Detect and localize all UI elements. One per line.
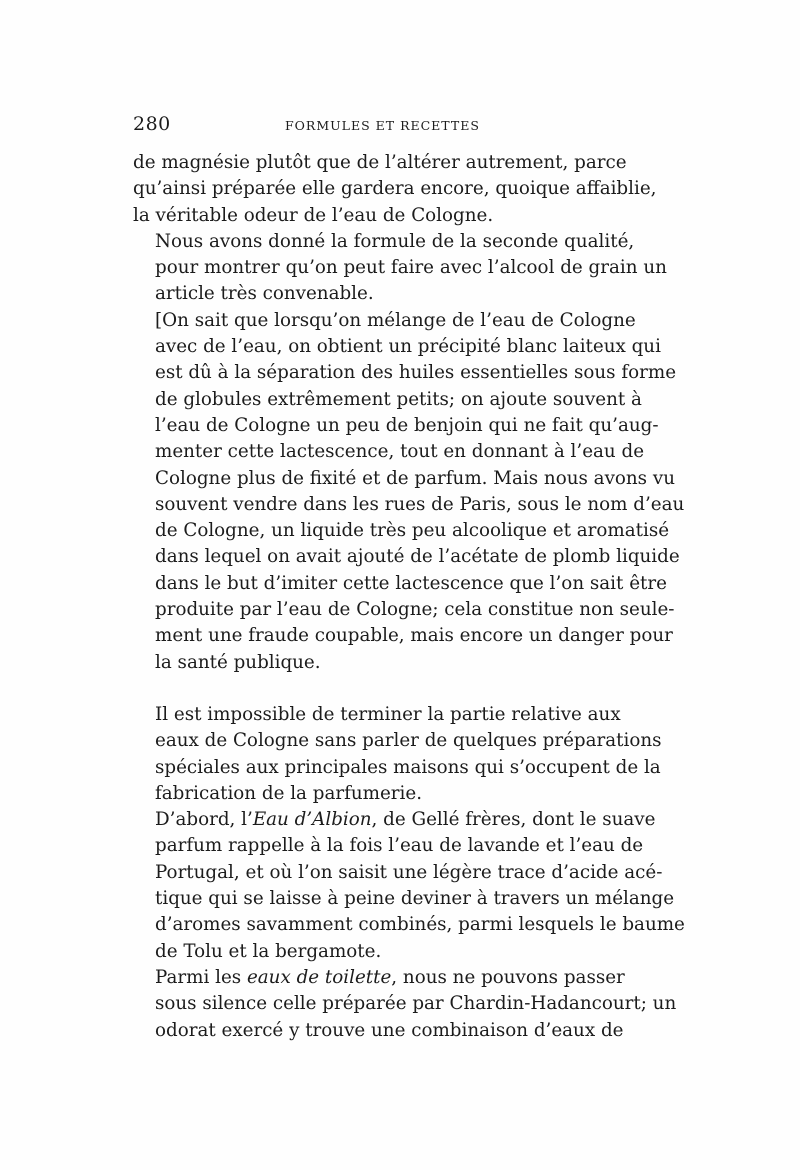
- text-line: sous silence celle préparée par Chardin-Hadancourt; un: [155, 993, 677, 1015]
- text-line: dans lequel on avait ajouté de l’acétate de plomb liquide: [155, 546, 680, 568]
- text-line: Il est impossible de terminer la partie relative aux: [155, 703, 621, 725]
- paragraph-1: [133, 150, 657, 229]
- text-line: produite par l’eau de Cologne; cela constitue non seule-: [155, 599, 675, 621]
- running-head: FORMULES ET RECETTES: [285, 118, 480, 133]
- text-line: la santé publique.: [155, 651, 321, 673]
- paragraph-3: [133, 308, 685, 676]
- text-line: menter cette lactescence, tout en donnant à l’eau de: [155, 441, 645, 463]
- text-line: parfum rappelle à la fois l’eau de lavande et l’eau de: [155, 835, 644, 857]
- text-line: de magnésie plutôt que de l’altérer autrement, parce: [133, 152, 627, 173]
- text-line: [133, 965, 650, 991]
- text-line: fabrication de la parfumerie.: [155, 782, 423, 804]
- text-line: d’aromes savamment combinés, parmi lesquels le baume: [155, 914, 685, 936]
- text-line: ment une fraude coupable, mais encore un danger pour: [155, 625, 673, 647]
- text-line: de globules extrêmement petits; on ajoute souvent à: [155, 388, 642, 410]
- italic-product-name: Eau d’Albion: [252, 809, 372, 831]
- text-line: dans le but d’imiter cette lactescence que l’on sait être: [155, 572, 667, 594]
- text-line: tique qui se laisse à peine deviner à travers un mélange: [155, 888, 675, 910]
- text-line: l’eau de Cologne un peu de benjoin qui ne fait qu’aug-: [155, 414, 659, 436]
- text-run: , de Gellé frères, dont le suave: [371, 809, 656, 831]
- text-line: la véritable odeur de l’eau de Cologne.: [133, 204, 494, 226]
- text-line: de Cologne, un liquide très peu alcoolique et aromatisé: [155, 520, 670, 542]
- body-text: [133, 150, 685, 1044]
- text-run: , nous ne pouvons passer: [391, 966, 625, 988]
- text-line: odorat exercé y trouve une combinaison d’eaux de: [155, 1019, 624, 1041]
- text-line: article très convenable.: [155, 283, 374, 305]
- text-line: Portugal, et où l’on saisit une légère trace d’acide acé-: [155, 861, 663, 883]
- text-run: Parmi les: [155, 966, 247, 988]
- italic-term: eaux de toilette: [246, 966, 392, 988]
- text-line: spéciales aux principales maisons qui s’occupent de la: [155, 756, 661, 778]
- text-line: Nous avons donné la formule de la seconde qualité,: [155, 230, 635, 252]
- text-line: qu’ainsi préparée elle gardera encore, quoique affaiblie,: [133, 178, 657, 200]
- text-line: Cologne plus de fixité et de parfum. Mais nous avons vu: [155, 467, 675, 489]
- paragraph-5: [133, 807, 685, 965]
- text-line: avec de l’eau, on obtient un précipité blanc laiteux qui: [155, 336, 661, 358]
- paragraph-2: [133, 229, 667, 308]
- paragraph-6: [133, 965, 677, 1044]
- text-line: est dû à la séparation des huiles essentielles sous forme: [155, 362, 677, 384]
- text-line: pour montrer qu’on peut faire avec l’alcool de grain un: [155, 257, 667, 279]
- text-line: eaux de Cologne sans parler de quelques préparations: [155, 730, 662, 752]
- page-header: [133, 113, 650, 137]
- text-line: souvent vendre dans les rues de Paris, sous le nom d’eau: [155, 493, 685, 515]
- text-line: [On sait que lorsqu’on mélange de l’eau de Cologne: [155, 309, 636, 331]
- text-line: de Tolu et la bergamote.: [155, 940, 382, 962]
- text-run: D’abord, l’: [155, 809, 253, 831]
- page-number: 280: [133, 113, 171, 135]
- paragraph-4: [133, 702, 662, 807]
- text-line: [133, 807, 656, 833]
